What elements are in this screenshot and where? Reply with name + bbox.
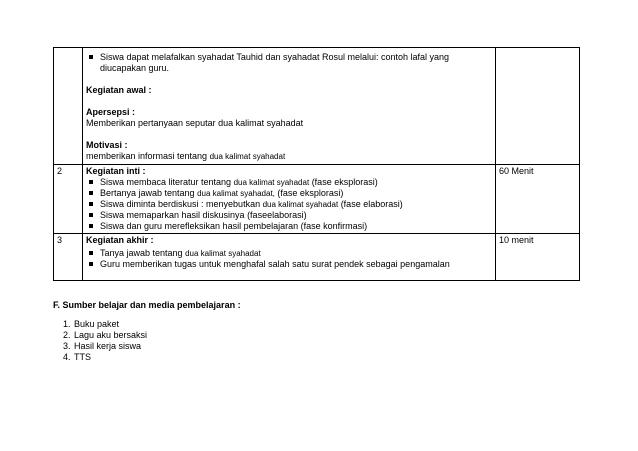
list-item (86, 52, 492, 74)
list-item (86, 248, 492, 259)
sources-list (53, 319, 573, 363)
kegiatan-akhir-heading: Kegiatan akhir : (86, 235, 154, 245)
source-item-number: 3. (63, 341, 71, 351)
source-item (53, 352, 573, 363)
source-item (53, 341, 573, 352)
source-item (53, 330, 573, 341)
motivasi-text-small: dua kalimat syahadat (209, 152, 286, 161)
apersepsi-heading: Apersepsi : (86, 107, 136, 117)
source-item (53, 319, 573, 330)
apersepsi-text: Memberikan pertanyaan seputar dua kalimat syahadat (86, 118, 304, 128)
source-item-text: Lagu aku bersaksi (74, 330, 148, 340)
list-item-small-text: dua kalimat syahadat (233, 178, 310, 187)
source-item-text: Buku paket (74, 319, 120, 329)
number-cell: 3 (54, 234, 83, 281)
activity-cell (83, 234, 496, 281)
table-row (54, 234, 580, 281)
list-item-text: Siswa membaca literatur tentang (100, 177, 234, 187)
list-item (86, 210, 492, 221)
list-item-text: Siswa diminta berdiskusi : menyebutkan (100, 199, 263, 209)
square-bullet-icon (89, 180, 93, 184)
square-bullet-icon (89, 251, 93, 255)
square-bullet-icon (89, 55, 93, 59)
time-cell: 10 menit (496, 234, 580, 281)
activity-cell (83, 48, 496, 165)
list-item-text-continued: diucapakan guru. (100, 63, 170, 73)
list-item (86, 177, 492, 188)
list-item-text: Tanya jawab tentang (100, 248, 186, 258)
time-cell (496, 48, 580, 165)
section-f (53, 300, 573, 363)
list-item-text: Siswa dan guru merefleksikan hasil pembelajaran (fase konfirmasi) (100, 221, 368, 231)
bullet-list (86, 52, 492, 74)
bullet-list (86, 177, 492, 232)
lesson-activity-table (53, 47, 580, 281)
time-cell: 60 Menit (496, 165, 580, 234)
list-item (86, 259, 492, 270)
list-item-text: Siswa dapat melafalkan syahadat Tauhid dan syahadat Rosul melalui: contoh lafal yang (100, 52, 450, 62)
list-item-small-text: dua kalimat syahadat (262, 200, 339, 209)
section-f-title: F. Sumber belajar dan media pembelajaran : (53, 300, 241, 310)
table-row (54, 48, 580, 165)
source-item-number: 2. (63, 330, 71, 340)
list-item-phase-text: (fase eksplorasi) (309, 177, 378, 187)
list-item-text: Guru memberikan tugas untuk menghafal salah satu surat pendek sebagai pengamalan (100, 259, 450, 269)
source-item-number: 1. (63, 319, 71, 329)
list-item (86, 188, 492, 199)
square-bullet-icon (89, 191, 93, 195)
kegiatan-awal-heading: Kegiatan awal : (86, 85, 152, 95)
number-cell: 2 (54, 165, 83, 234)
source-item-text: Hasil kerja siswa (74, 341, 142, 351)
list-item-small-text: dua kalimat syahadat (185, 249, 261, 258)
square-bullet-icon (89, 213, 93, 217)
source-item-number: 4. (63, 352, 71, 362)
source-item-text: TTS (74, 352, 91, 362)
square-bullet-icon (89, 262, 93, 266)
list-item-phase-text: (fase eksplorasi) (274, 188, 344, 198)
table-row (54, 165, 580, 234)
square-bullet-icon (89, 202, 93, 206)
list-item (86, 221, 492, 232)
square-bullet-icon (89, 224, 93, 228)
list-item-text: Bertanya jawab tentang (100, 188, 198, 198)
motivasi-heading: Motivasi : (86, 140, 128, 150)
list-item (86, 199, 492, 210)
motivasi-text (86, 151, 492, 162)
list-item-text: Siswa memaparkan hasil diskusinya (faseelaborasi) (100, 210, 307, 220)
list-item-phase-text: (fase elaborasi) (338, 199, 403, 209)
motivasi-text-main: memberikan informasi tentang (86, 151, 210, 161)
kegiatan-inti-heading: Kegiatan inti : (86, 166, 146, 176)
list-item-small-text: dua kalimat syahadat, (197, 189, 275, 198)
number-cell (54, 48, 83, 165)
bullet-list (86, 248, 492, 270)
activity-cell (83, 165, 496, 234)
